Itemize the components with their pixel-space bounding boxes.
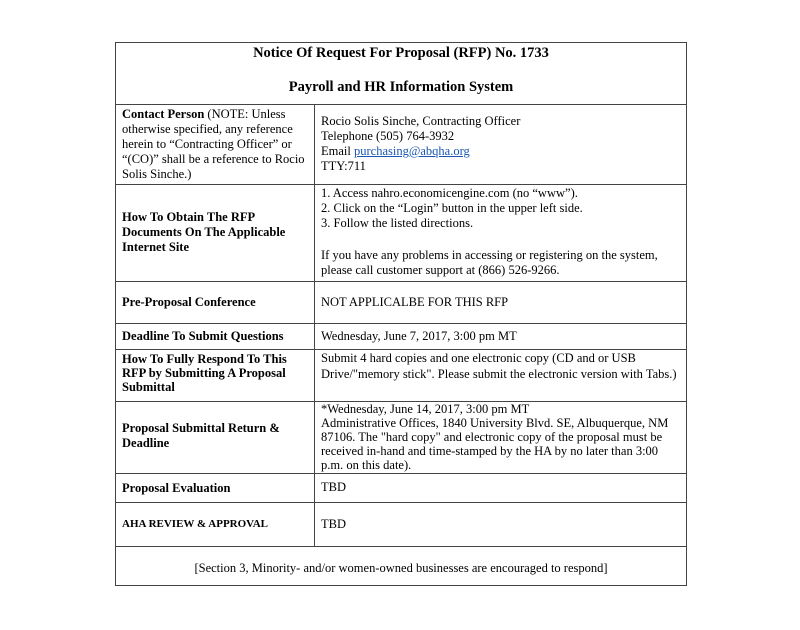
submittal-deadline: *Wednesday, June 14, 2017, 3:00 pm MT bbox=[321, 402, 530, 416]
footer-note: [Section 3, Minority- and/or women-owned businesses are encouraged to respond] bbox=[194, 561, 608, 575]
row-divider bbox=[116, 473, 686, 474]
row-divider bbox=[116, 323, 686, 324]
submittal-details: Administrative Offices, 1840 University Blvd. SE, Albuquerque, NM 87106. The "hard copy" and electronic copy of the proposal must be received in-hand and time-stamped by the HA by no later than 3:00 p.m. on this date). bbox=[321, 416, 669, 472]
obtain-step-2: 2. Click on the “Login” button in the upper left side. bbox=[321, 201, 583, 215]
questions-label: Deadline To Submit Questions bbox=[122, 329, 284, 343]
row-divider bbox=[116, 184, 686, 185]
email-link[interactable]: purchasing@abqha.org bbox=[353, 144, 470, 158]
respond-value: Submit 4 hard copies and one electronic copy (CD and or USB Drive/"memory stick". Please submit the electronic version with Tabs.) bbox=[321, 351, 677, 381]
row-divider bbox=[116, 546, 686, 547]
conference-label: Pre-Proposal Conference bbox=[122, 295, 256, 309]
contact-tty: TTY:711 bbox=[321, 159, 366, 173]
conference-value: NOT APPLICALBE FOR THIS RFP bbox=[321, 295, 509, 309]
obtain-help: If you have any problems in accessing or registering on the system, please call customer support at (866) 526-9266. bbox=[321, 248, 658, 277]
rfp-notice-table bbox=[115, 42, 687, 586]
submittal-label: Proposal Submittal Return & Deadline bbox=[122, 421, 280, 450]
contact-name: Rocio Solis Sinche, Contracting Officer bbox=[321, 114, 521, 128]
contact-label: Contact Person (NOTE: Unless otherwise specified, any reference herein to “Contracting Officer” or “(CO)” shall be a reference to Rocio Solis Sinche.) bbox=[122, 107, 305, 181]
obtain-value bbox=[321, 186, 681, 278]
questions-value: Wednesday, June 7, 2017, 3:00 pm MT bbox=[321, 329, 517, 343]
evaluation-label: Proposal Evaluation bbox=[122, 481, 231, 495]
review-label: AHA REVIEW & APPROVAL bbox=[122, 518, 268, 530]
contact-email-line: Email purchasing@abqha.org bbox=[321, 144, 470, 158]
column-divider bbox=[314, 104, 315, 546]
row-divider bbox=[116, 104, 686, 105]
submittal-value bbox=[321, 402, 681, 472]
evaluation-value: TBD bbox=[321, 480, 346, 494]
obtain-label: How To Obtain The RFP Documents On The Applicable Internet Site bbox=[122, 210, 286, 254]
page-subtitle: Payroll and HR Information System bbox=[288, 79, 514, 95]
respond-label: How To Fully Respond To This RFP by Submitting A Proposal Submittal bbox=[122, 352, 287, 394]
contact-value bbox=[321, 114, 681, 174]
row-divider bbox=[116, 502, 686, 503]
review-value: TBD bbox=[321, 517, 346, 531]
contact-phone: Telephone (505) 764-3932 bbox=[321, 129, 455, 143]
page-title: Notice Of Request For Proposal (RFP) No. 1733 bbox=[253, 45, 549, 61]
obtain-step-1: 1. Access nahro.economicengine.com (no “www”). bbox=[321, 186, 578, 200]
obtain-step-3: 3. Follow the listed directions. bbox=[321, 216, 474, 230]
row-divider bbox=[116, 281, 686, 282]
